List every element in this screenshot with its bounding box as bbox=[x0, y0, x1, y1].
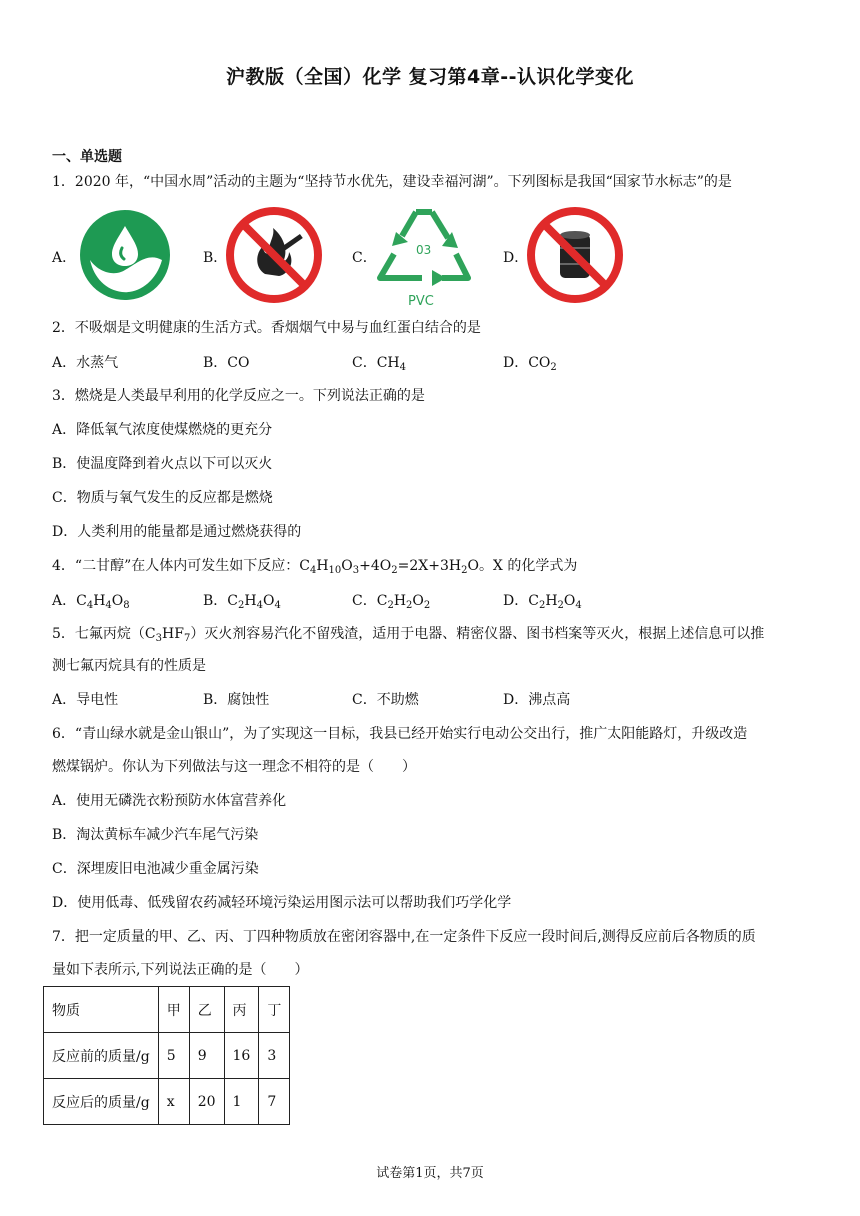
table-header-row bbox=[44, 987, 290, 1033]
q6-option-b: B．淘汰黄标车减少汽车尾气污染 bbox=[52, 827, 259, 843]
q6-option-a: A．使用无磷洗衣粉预防水体富营养化 bbox=[52, 793, 287, 809]
q6-option-d: D．使用低毒、低残留农药减轻环境污染运用图示法可以帮助我们巧学化学 bbox=[52, 895, 512, 911]
table-cell: 反应前的质量/g bbox=[44, 1033, 159, 1079]
water-saving-logo-icon bbox=[78, 208, 172, 302]
question-5-line-2: 测七氟丙烷具有的性质是 bbox=[52, 658, 206, 674]
q5-option-a: A．导电性 bbox=[52, 692, 119, 708]
section-heading: 一、单选题 bbox=[52, 149, 122, 165]
q4-option-b: B．$C_2H_4O_4$ bbox=[203, 593, 281, 611]
question-2-text: 2．不吸烟是文明健康的生活方式。香烟烟气中易与血红蛋白结合的是 bbox=[52, 320, 481, 336]
q2-option-c: C．$CH_4$ bbox=[352, 355, 407, 373]
q2-option-d: D．$CO_2$ bbox=[503, 355, 557, 373]
table-header-cell: 甲 bbox=[158, 987, 189, 1033]
table-cell: 7 bbox=[259, 1079, 290, 1125]
q4-option-a: A．$C_4H_4O_8$ bbox=[52, 593, 130, 611]
no-fire-sign-icon bbox=[225, 206, 323, 304]
table-cell: 反应后的质量/g bbox=[44, 1079, 159, 1125]
mass-table bbox=[43, 986, 290, 1125]
table-header-cell: 丁 bbox=[259, 987, 290, 1033]
q4-option-d: D．$C_2H_2O_4$ bbox=[503, 593, 582, 611]
table-cell: 20 bbox=[189, 1079, 224, 1125]
question-5-line-1: 5．七氟丙烷$(C_3HF_7)$灭火剂容易汽化不留残渣，适用于电器、精密仪器、图书档案等灭火，根据上述信息可以推 bbox=[52, 626, 765, 644]
q1-option-b-label: B． bbox=[203, 250, 228, 266]
q2-option-b: B．CO bbox=[203, 355, 250, 371]
table-cell: 5 bbox=[158, 1033, 189, 1079]
question-6-line-2: 燃煤锅炉。你认为下列做法与这一理念不相符的是（ ） bbox=[52, 759, 416, 775]
table-header-cell: 乙 bbox=[189, 987, 224, 1033]
question-7-line-2: 量如下表所示,下列说法正确的是（ ） bbox=[52, 962, 309, 978]
q1-option-a-label: A． bbox=[52, 250, 77, 266]
q5-option-d: D．沸点高 bbox=[503, 692, 571, 708]
page-title: 沪教版（全国）化学 复习第4章--认识化学变化 bbox=[225, 66, 635, 88]
recycle-number: 03 bbox=[416, 243, 432, 257]
question-6-line-1: 6．“青山绿水就是金山银山”，为了实现这一目标，我县已经开始实行电动公交出行，推广太阳能路灯，升级改造 bbox=[52, 726, 748, 742]
question-3-text: 3．燃烧是人类最早利用的化学反应之一。下列说法正确的是 bbox=[52, 388, 425, 404]
q5-option-c: C．不助燃 bbox=[352, 692, 419, 708]
table-cell: 3 bbox=[259, 1033, 290, 1079]
q1-option-c-label: C． bbox=[352, 250, 377, 266]
q3-option-b: B．使温度降到着火点以下可以灭火 bbox=[52, 456, 273, 472]
page-footer: 试卷第1页，共7页 bbox=[376, 1166, 484, 1181]
table-cell: x bbox=[158, 1079, 189, 1125]
q2-option-a: A．水蒸气 bbox=[52, 355, 119, 371]
table-header-cell: 丙 bbox=[224, 987, 259, 1033]
table-row bbox=[44, 1033, 290, 1079]
q4-option-c: C．$C_2H_2O_2$ bbox=[352, 593, 431, 611]
q3-option-c: C．物质与氧气发生的反应都是燃烧 bbox=[52, 490, 273, 506]
question-7-line-1: 7．把一定质量的甲、乙、丙、丁四种物质放在密闭容器中,在一定条件下反应一段时间后,测得反应前后各物质的质 bbox=[52, 929, 756, 945]
table-cell: 9 bbox=[189, 1033, 224, 1079]
q3-option-d: D．人类利用的能量都是通过燃烧获得的 bbox=[52, 524, 302, 540]
table-header-cell: 物质 bbox=[44, 987, 159, 1033]
q1-option-d-label: D． bbox=[503, 250, 529, 266]
question-1-text: 1．2020 年，“中国水周”活动的主题为“坚持节水优先，建设幸福河湖”。下列图标是我国“国家节水标志”的是 bbox=[52, 174, 732, 190]
table-cell: 1 bbox=[224, 1079, 259, 1125]
table-row bbox=[44, 1079, 290, 1125]
recycle-code: PVC bbox=[408, 294, 434, 309]
question-4-text: 4．“二甘醇”在人体内可发生如下反应：$C_4H_{10}O_3+4O_2=2X+3H_2O$。X 的化学式为 bbox=[52, 558, 578, 576]
table-cell: 16 bbox=[224, 1033, 259, 1079]
no-oil-drum-sign-icon bbox=[526, 206, 624, 304]
q6-option-c: C．深埋废旧电池减少重金属污染 bbox=[52, 861, 259, 877]
q5-option-b: B．腐蚀性 bbox=[203, 692, 270, 708]
q3-option-a: A．降低氧气浓度使煤燃烧的更充分 bbox=[52, 422, 273, 438]
